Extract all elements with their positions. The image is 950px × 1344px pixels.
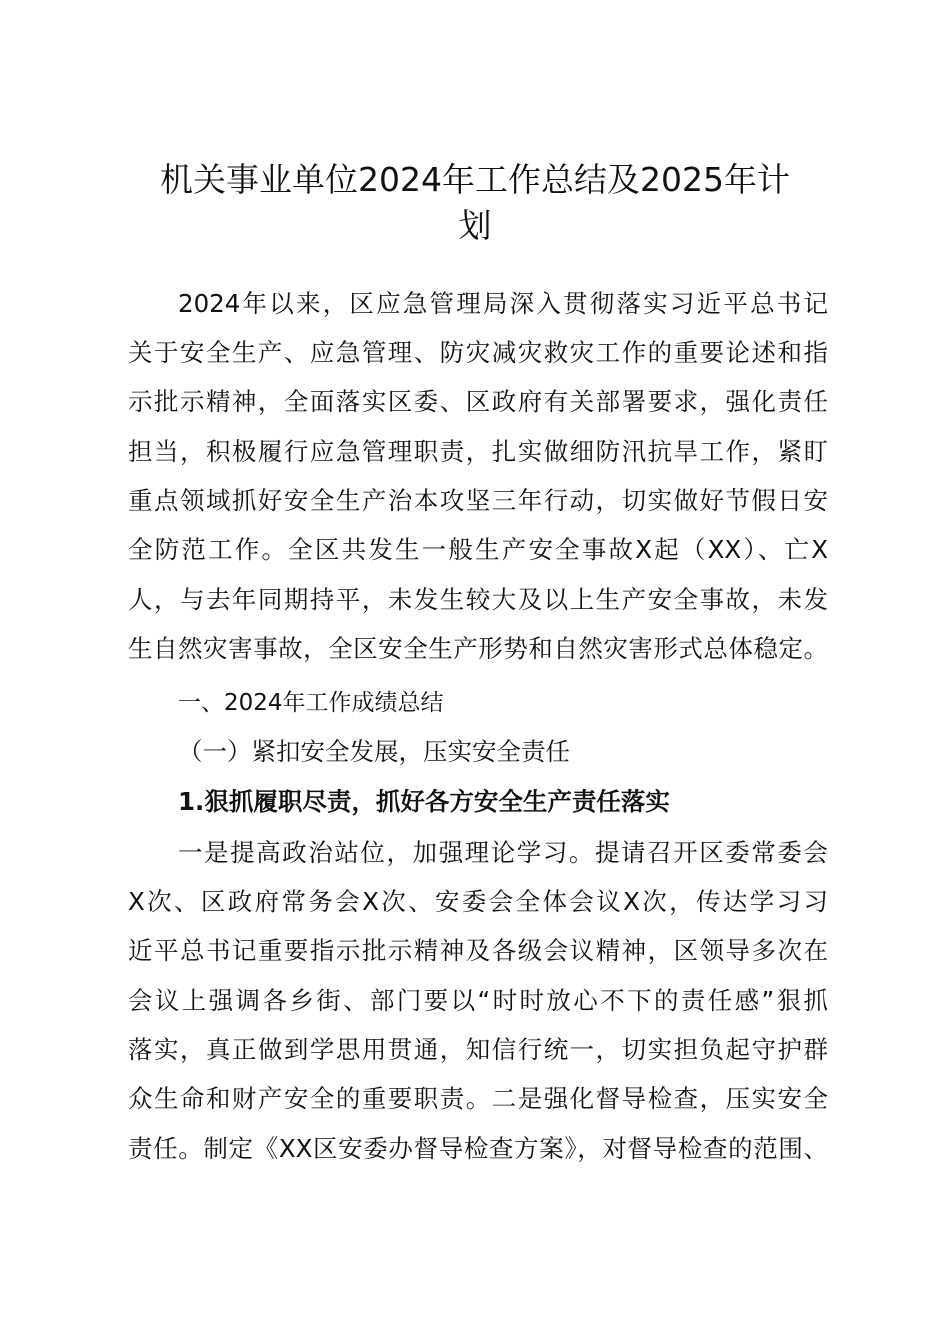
body-line-1: 一是提高政治站位，加强理论学习。提请召开区委常委会: [178, 838, 828, 867]
body-line-5: 落实，真正做到学思用贯通，知信行统一，切实担负起守护群: [128, 1035, 828, 1064]
body-line-4: 会议上强调各乡街、部门要以“时时放心不下的责任感”狠抓: [128, 986, 828, 1015]
body-line-7: 责任。制定《XX区安委办督导检查方案》，对督导检查的范围、: [128, 1134, 828, 1163]
intro-line-5: 重点领域抓好安全生产治本攻坚三年行动，切实做好节假日安: [128, 486, 828, 515]
section-heading: 一、2024年工作成绩总结: [178, 690, 444, 716]
intro-line-2: 关于安全生产、应急管理、防灾减灾救灾工作的重要论述和指: [128, 338, 828, 367]
intro-line-1: 2024年以来，区应急管理局深入贯彻落实习近平总书记: [178, 289, 828, 318]
title-line-2: 划: [458, 206, 492, 245]
body-line-2: X次、区政府常务会X次、安委会全体会议X次，传达学习习: [128, 887, 828, 916]
intro-line-4: 担当，积极履行应急管理职责，扎实做细防汛抗旱工作，紧盯: [128, 437, 828, 466]
title-line-1: 机关事业单位2024年工作总结及2025年计: [160, 160, 790, 199]
item-heading: 1.狠抓履职尽责，抓好各方安全生产责任落实: [178, 787, 670, 816]
intro-line-3: 示批示精神，全面落实区委、区政府有关部署要求，强化责任: [128, 387, 828, 416]
document-title: [110, 157, 840, 249]
subsection-heading: （一）紧扣安全发展，压实安全责任: [178, 737, 570, 766]
intro-line-7: 人，与去年同期持平，未发生较大及以上生产安全事故，未发: [128, 585, 828, 614]
intro-line-8: 生自然灾害事故，全区安全生产形势和自然灾害形式总体稳定。: [128, 634, 828, 663]
body-line-3: 近平总书记重要指示批示精神及各级会议精神，区领导多次在: [128, 936, 828, 965]
intro-line-6: 全防范工作。全区共发生一般生产安全事故X起（XX）、亡X: [128, 535, 828, 564]
body-line-6: 众生命和财产安全的重要职责。二是强化督导检查，压实安全: [128, 1084, 828, 1113]
